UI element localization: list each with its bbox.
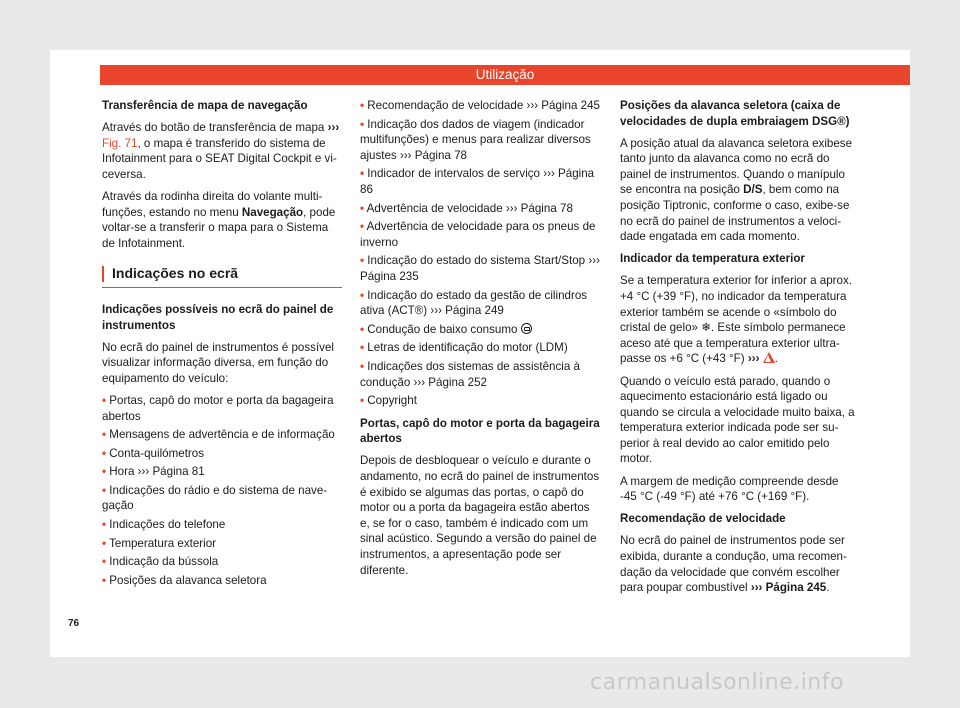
list-item: • Indicação do estado do sistema Start/Stop ››› Página 235 (360, 254, 600, 283)
list-item: • Advertência de velocidade ››› Página 78 (360, 201, 573, 215)
list-item: • Copyright (360, 394, 417, 408)
bullet-icon: • (360, 99, 365, 112)
watermark: carmanualsonline.info (590, 670, 844, 695)
heading-outside-temperature: Indicador da temperatura exterior (620, 252, 805, 266)
section-title-text: Indicações no ecrã (102, 266, 238, 282)
ref-arrows: ››› (327, 121, 340, 135)
bullet-icon: • (102, 428, 107, 442)
bullet-icon: • (360, 341, 365, 355)
list-item: • Temperatura exterior (102, 536, 217, 550)
list-item: • Mensagens de advertência e de informação (102, 428, 335, 442)
bullet-icon: • (102, 536, 107, 550)
list-item: • Indicador de intervalos de serviço ››› Página 86 (360, 167, 595, 196)
bullet-icon: • (360, 359, 365, 373)
bullet-icon: • (102, 393, 107, 407)
page-link[interactable]: ››› Página 245 (750, 581, 827, 595)
list-item: • Condução de baixo consumo (360, 322, 600, 338)
bullet-icon: • (360, 394, 365, 408)
column-1 (102, 98, 342, 591)
list-item: • Portas, capô do motor e porta da bagageira abertos (102, 393, 334, 423)
list-item: • Hora ››› Página 81 (102, 465, 205, 479)
manual-page (50, 50, 910, 657)
bullet-icon: • (360, 254, 365, 268)
paragraph-selector-lever: A posição atual da alavanca seletora exibese tanto junto da alavanca como no ecrã do painel de instrumentos. Quando o manípulo se encontra na posição D/S, bem como na posição Tiptronic, conforme o caso, exibe-se no ecrã do painel de instrumentos a velocidade engatada em cada momento. (620, 136, 853, 244)
text: , pode voltar-se a transferir o mapa para o Sistema de Infotainment. (102, 205, 336, 250)
list-item: • Indicação do estado da gestão de cilindros ativa (ACT®) ››› Página 249 (360, 288, 588, 318)
bullet-icon: • (102, 465, 107, 479)
column-2 (360, 98, 600, 585)
bullet-icon: • (360, 322, 365, 336)
bullet-icon: • (102, 518, 107, 532)
bullet-icon: • (102, 483, 107, 497)
list-item: • Indicações dos sistemas de assistência à condução ››› Página 252 (360, 359, 580, 389)
list-item: • Indicação dos dados de viagem (indicador multifunções) e menus para realizar diversos ajustes ››› Página 78 (360, 117, 591, 162)
list-item: • Indicações do telefone (102, 518, 226, 532)
section-title (102, 266, 342, 288)
heading-speed-recommendation: Recomendação de velocidade (620, 512, 786, 526)
heading-doors-open: Portas, capô do motor e porta da bagageira abertos (360, 416, 600, 446)
list-item: • Indicação da bússola (102, 555, 219, 569)
column-3 (620, 98, 858, 602)
list-item: • Recomendação de velocidade ››› Página 245 (360, 99, 600, 112)
ice-crystal-icon: ❄ (701, 321, 711, 335)
bullet-icon: • (360, 288, 365, 302)
eco-driving-icon (521, 323, 532, 334)
text: , o mapa é transferido do sistema de Infotainment para o SEAT Digital Cockpit e viceversa. (102, 136, 337, 181)
list-item: • Conta-quilómetros (102, 446, 205, 460)
heading-selector-lever: Posições da alavanca seletora (caixa de velocidades de dupla embraiagem DSG®) (620, 99, 850, 128)
list-item: • Indicações do rádio e do sistema de navegação (102, 483, 328, 513)
page-header: Utilização (100, 65, 910, 85)
text: Através do botão de transferência de mapa (102, 121, 325, 135)
bullet-icon: • (360, 220, 365, 234)
menu-name: Navegação (241, 205, 304, 219)
heading-map-transfer: Transferência de mapa de navegação (102, 99, 308, 112)
ref-arrows: ››› (747, 352, 760, 366)
bullet-icon: • (102, 573, 107, 587)
heading-possible-indications: Indicações possíveis no ecrã do painel de instrumentos (102, 302, 334, 332)
bullet-icon: • (360, 117, 365, 131)
page-number: 76 (68, 618, 80, 629)
list-item: • Advertência de velocidade para os pneus de inverno (360, 220, 596, 249)
bullet-icon: • (102, 446, 107, 460)
paragraph-map-transfer-2 (102, 189, 342, 251)
warning-triangle-icon (763, 352, 775, 363)
paragraph-outside-temperature: Se a temperatura exterior for inferior a aprox. +4 °C (+39 °F), no indicador da temperatura exterior também se acende o «símbolo do cristal de gelo» ❄. Este símbolo permanece aceso até que a temperatura exterior ultrapasse os +6 °C (+43 °F) ››› . (620, 274, 852, 366)
bullet-icon: • (102, 555, 107, 569)
bullet-icon: • (360, 167, 365, 181)
paragraph-indications: No ecrã do painel de instrumentos é possível visualizar informação diversa, em função do equipamento do veículo: (102, 340, 335, 385)
text: Através da rodinha direita do volante multifunções, estando no menu (102, 189, 323, 219)
list-item: • Posições da alavanca seletora (102, 573, 267, 587)
paragraph-doors-open: Depois de desbloquear o veículo e durante o andamento, no ecrã do painel de instrumentos é exibido se algumas das portas, o capô do motor ou a porta da bagageira estão abertos e, se for o caso, também é indicado com um sinal acústico. Segundo a versão do painel de instrumentos, a apresentação pode ser diferente. (360, 454, 600, 577)
list-item: • Letras de identificação do motor (LDM) (360, 341, 568, 355)
paragraph-temperature-3: A margem de medição compreende desde -45 °C (-49 °F) até +76 °C (+169 °F). (620, 474, 839, 504)
paragraph-temperature-2: Quando o veículo está parado, quando o aquecimento estacionário está ligado ou quando se circula a velocidade muito baixa, a temperatura exterior indicada pode ser superior à real devido ao calor emitido pelo motor. (620, 374, 855, 466)
paragraph-map-transfer (102, 120, 342, 182)
paragraph-speed-recommendation: No ecrã do painel de instrumentos pode ser exibida, durante a condução, uma recomendação da velocidade que convém escolher para poupar combustível ››› Página 245. (620, 534, 847, 595)
gear-position: D/S (743, 183, 763, 197)
bullet-icon: • (360, 201, 365, 215)
figure-link[interactable]: Fig. 71 (102, 136, 138, 150)
